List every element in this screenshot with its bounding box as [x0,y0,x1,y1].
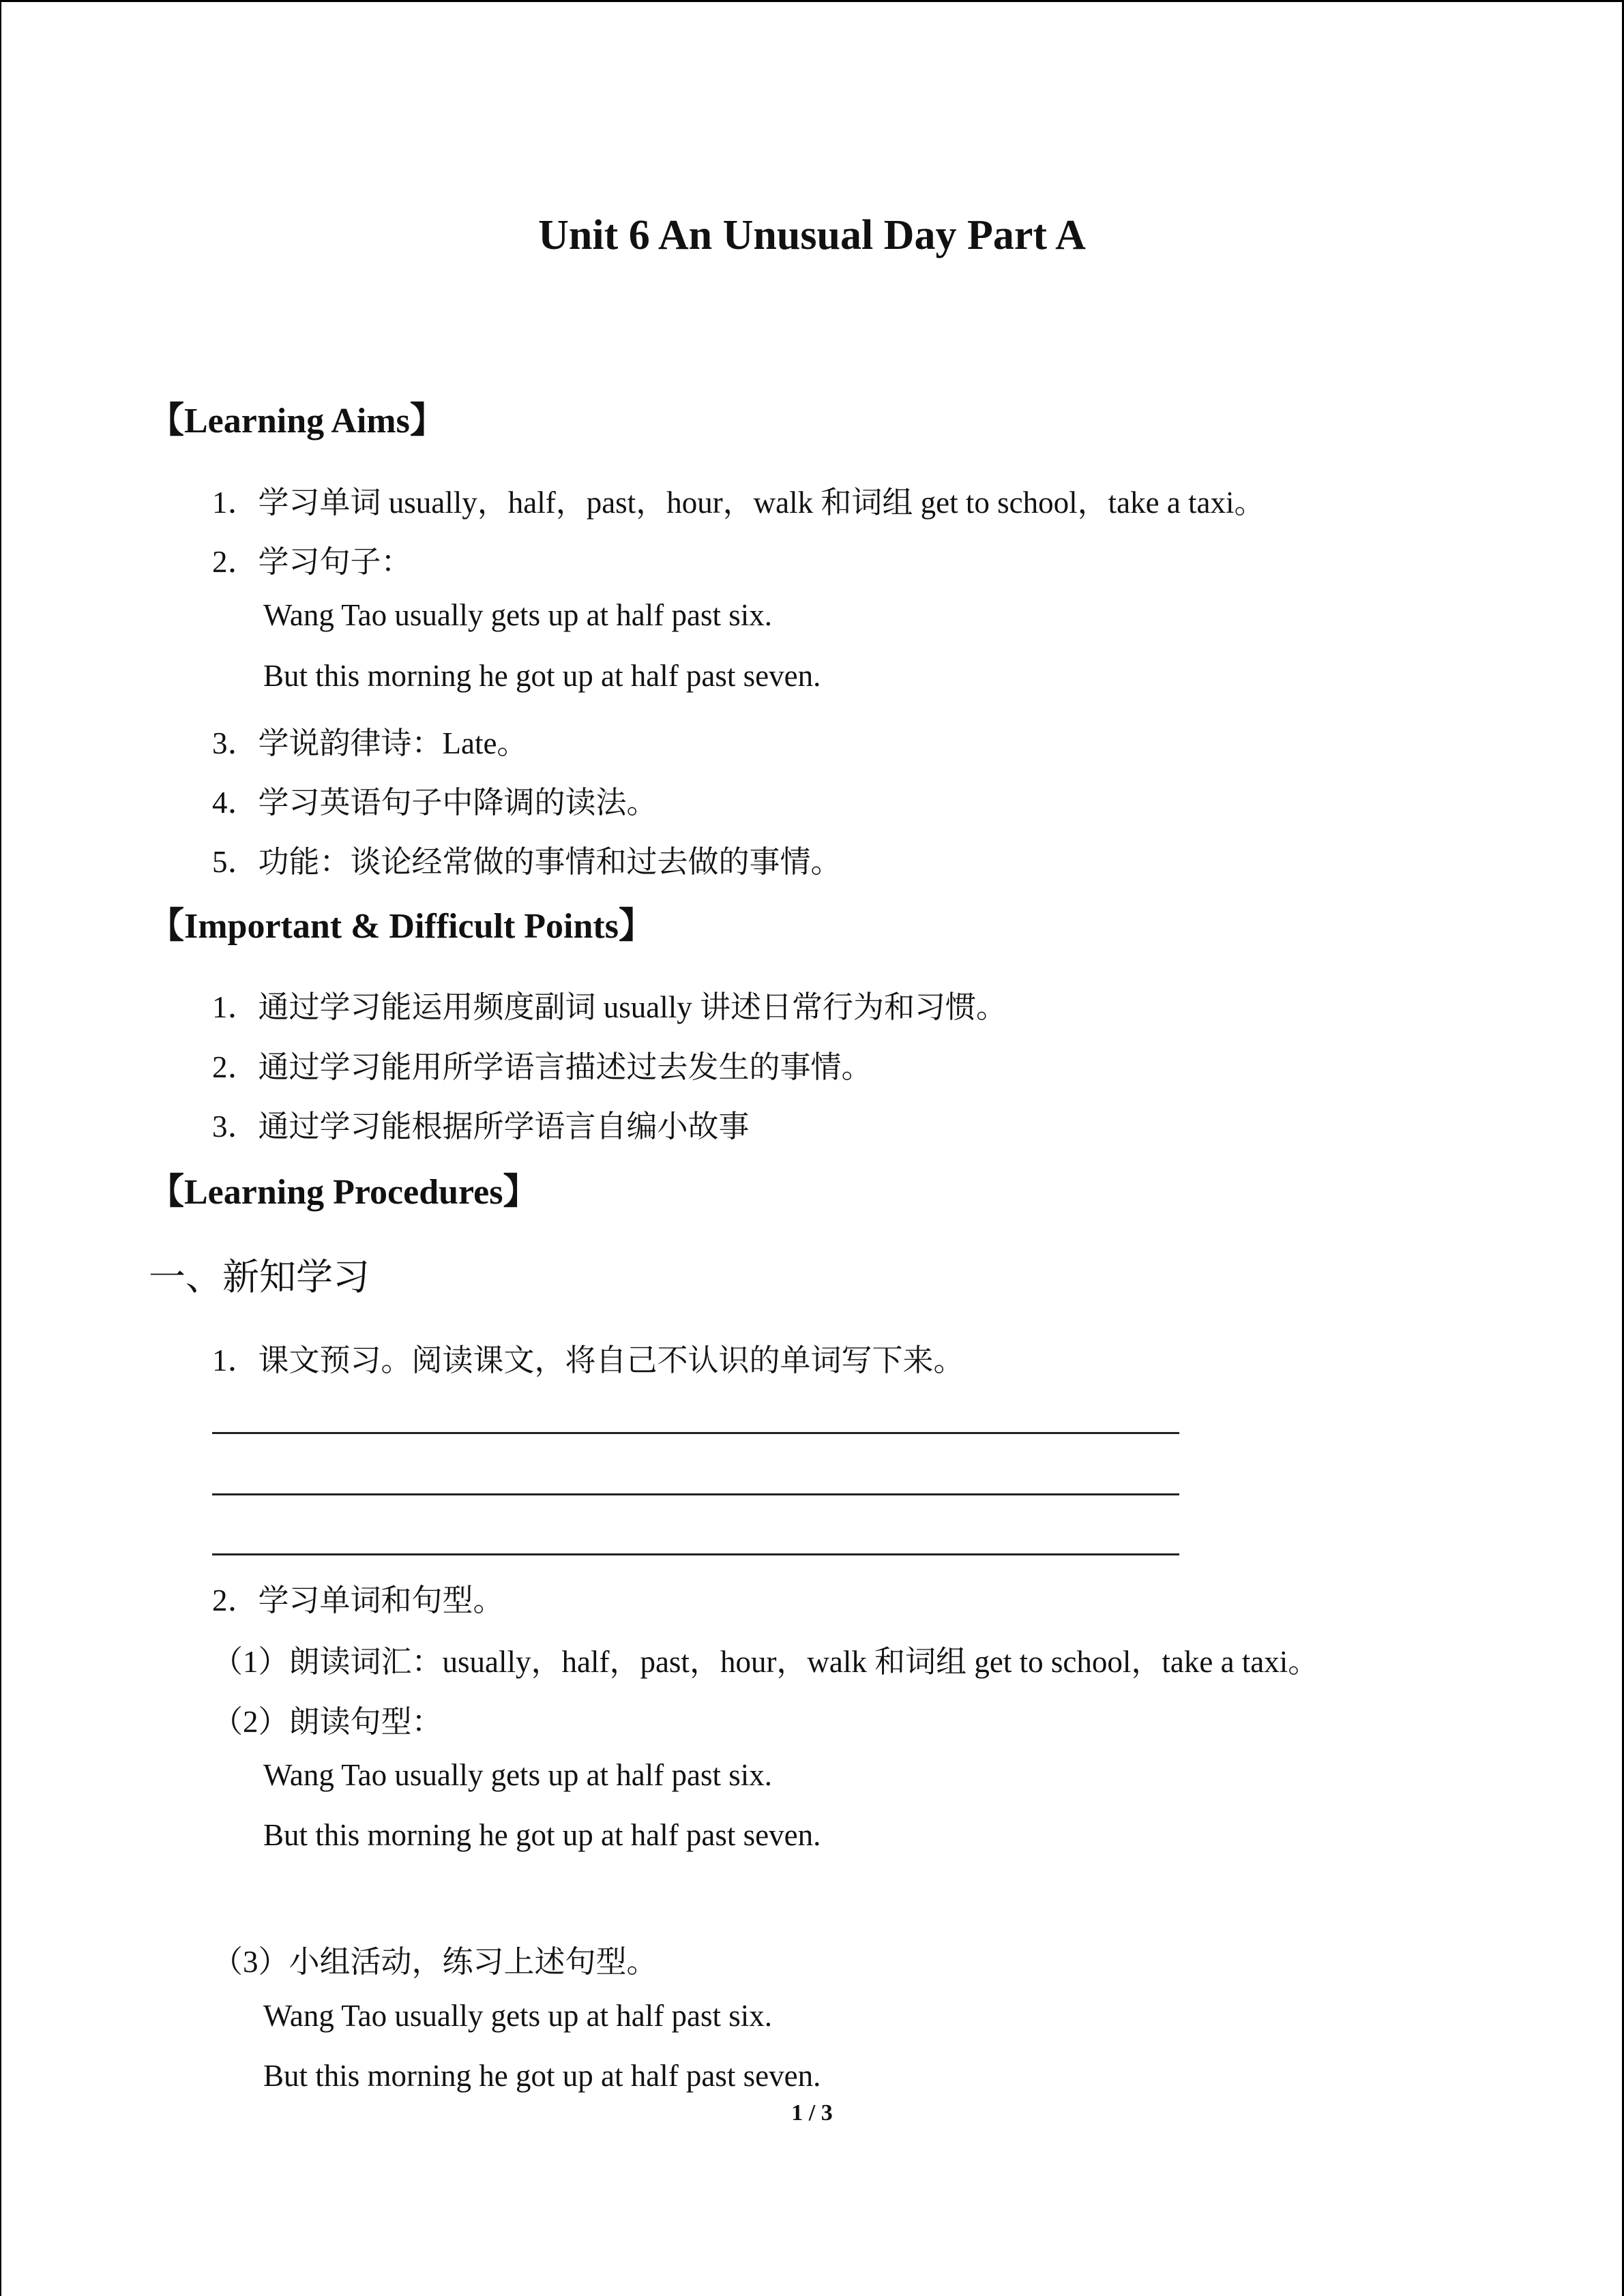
aims-item-2: 2．学习句子： [212,545,412,579]
aims-sentence-1: Wang Tao usually gets up at half past six. [263,598,773,632]
aims-sentence-2: But this morning he got up at half past seven. [263,659,821,693]
procedures-item-1: 1．课文预习。阅读课文，将自己不认识的单词写下来。 [212,1343,964,1377]
procedures-subitem-3: （3）小组活动，练习上述句型。 [212,1945,658,1979]
points-item-1: 1．通过学习能运用频度副词 usually 讲述日常行为和习惯。 [212,990,1007,1024]
answer-line-1[interactable] [212,1432,1179,1434]
procedures-subitem-1: （1）朗读词汇：usually，half，past，hour，walk 和词组 get to school，take a taxi。 [212,1645,1319,1679]
learning-aims-heading: 【Learning Aims】 [149,402,445,441]
points-item-2: 2．通过学习能用所学语言描述过去发生的事情。 [212,1050,872,1084]
part-one-heading: 一、新知学习 [149,1257,370,1298]
procedures-sentence-4: But this morning he got up at half past seven. [263,2059,821,2093]
points-item-3: 3．通过学习能根据所学语言自编小故事 [212,1109,750,1144]
points-heading: 【Important & Difficult Points】 [149,907,654,946]
page-number: 1 / 3 [791,2100,833,2126]
aims-item-1: 1．学习单词 usually，half，past，hour，walk 和词组 get to school，take a taxi。 [212,486,1265,520]
aims-item-5: 5．功能：谈论经常做的事情和过去做的事情。 [212,845,842,879]
procedures-sentence-2: But this morning he got up at half past seven. [263,1818,821,1852]
procedures-item-2: 2．学习单词和句型。 [212,1583,504,1617]
aims-item-4: 4．学习英语句子中降调的读法。 [212,786,658,820]
aims-item-3: 3．学说韵律诗：Late。 [212,726,528,760]
answer-line-2[interactable] [212,1493,1179,1495]
procedures-heading: 【Learning Procedures】 [149,1173,539,1212]
answer-line-3[interactable] [212,1553,1179,1555]
document-title: Unit 6 An Unusual Day Part A [538,212,1086,258]
procedures-subitem-2: （2）朗读句型： [212,1705,443,1739]
procedures-sentence-3: Wang Tao usually gets up at half past six. [263,1999,773,2033]
procedures-sentence-1: Wang Tao usually gets up at half past six. [263,1758,773,1792]
